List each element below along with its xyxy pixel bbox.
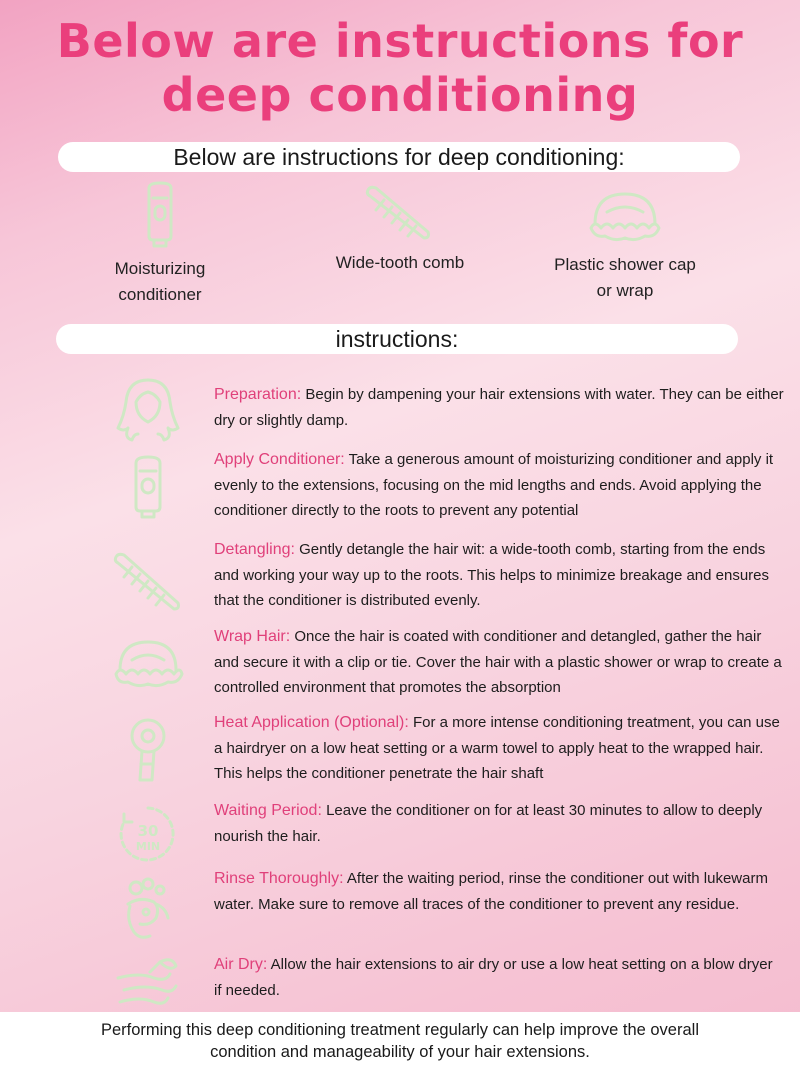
supply-label-line-1: Wide-tooth comb [335, 253, 465, 272]
timer-number: 30 [137, 822, 159, 840]
step-text [214, 537, 784, 614]
supply-label-line-2: or wrap [596, 281, 654, 300]
footer-note [0, 1012, 800, 1076]
step-body: Begin by dampening your hair extensions with water. They can be either dry or slightly damp. [214, 386, 784, 429]
timer-30-min-icon [110, 802, 186, 872]
wide-tooth-comb-icon [360, 180, 440, 244]
step-title: Preparation: [214, 386, 302, 403]
step-title: Apply Conditioner: [214, 451, 345, 468]
supply-label-line-1: Plastic shower cap [554, 255, 696, 274]
supplies-row [0, 180, 800, 304]
step-title: Detangling: [214, 541, 295, 558]
shower-cap-icon [110, 634, 186, 704]
step-body: After the waiting period, rinse the conditioner out with lukewarm water. Make sure to remove all traces of the conditioner to prevent any residue. [214, 870, 768, 913]
hair-icon [110, 376, 186, 446]
wide-tooth-comb-icon [110, 547, 186, 617]
step-body: Gently detangle the hair wit: a wide-tooth comb, starting from the ends and working your way up to the roots. This helps to minimize breakage and ensures that the conditioner is distributed evenly. [214, 541, 770, 609]
step-text [214, 447, 784, 524]
step-title: Waiting Period: [214, 802, 322, 819]
step-body: Once the hair is coated with conditioner and detangled, gather the hair and secure it with a clip or tie. Cover the hair with a plastic shower or wrap to create a controlled environment that promotes the absorption [214, 628, 782, 696]
supply-shower-cap [540, 188, 710, 304]
page-title [0, 14, 800, 122]
supplies-header: Below are instructions for deep conditioning: [58, 142, 740, 172]
step-text [214, 624, 784, 701]
step-text [214, 952, 784, 1003]
shower-cap-icon [585, 188, 665, 246]
step-body: Allow the hair extensions to air dry or use a low heat setting on a blow dryer if needed. [214, 956, 773, 999]
step-body: Leave the conditioner on for at least 30 minutes to allow to deeply nourish the hair. [214, 802, 763, 845]
rinse-icon [110, 874, 186, 944]
step-text [214, 382, 784, 433]
step-title: Rinse Thoroughly: [214, 870, 344, 887]
supply-label-line-1: Moisturizing [114, 259, 206, 278]
footer-line-2: condition and manageability of your hair extensions. [210, 1043, 590, 1061]
step-text [214, 866, 784, 917]
supply-label-line-2: conditioner [118, 285, 202, 304]
step-title: Heat Application (Optional): [214, 714, 409, 731]
step-title: Wrap Hair: [214, 628, 291, 645]
step-text [214, 798, 784, 849]
step-body: Take a generous amount of moisturizing conditioner and apply it evenly to the extensions, focusing on the mid lengths and ends. Avoid applying the conditioner directly to the roots to prevent any potential [214, 451, 774, 519]
step-title: Air Dry: [214, 956, 268, 973]
timer-unit: MIN [135, 840, 161, 853]
hairdryer-icon [110, 714, 186, 784]
conditioner-bottle-icon [110, 453, 186, 523]
page-title-line-2: deep conditioning [161, 68, 639, 122]
step-body: For a more intense conditioning treatment, you can use a hairdryer on a low heat setting or a warm towel to apply heat to the wrapped hair. This helps the conditioner penetrate the hair shaft [214, 714, 780, 782]
instructions-header: instructions: [56, 324, 738, 354]
supply-comb [310, 180, 490, 276]
step-text [214, 710, 784, 787]
supply-conditioner [100, 180, 220, 308]
conditioner-bottle-icon [135, 180, 185, 250]
page-title-line-1: Below are instructions for [56, 14, 744, 68]
footer-line-1: Performing this deep conditioning treatment regularly can help improve the overall [101, 1021, 699, 1039]
